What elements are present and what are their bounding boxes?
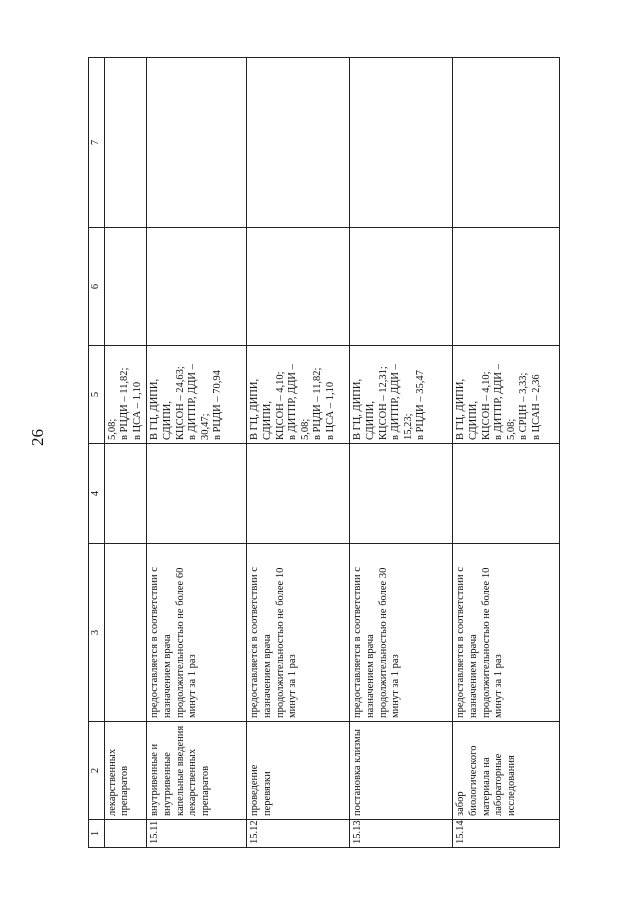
table-row xyxy=(147,58,247,848)
tariff-cell xyxy=(247,346,350,444)
row-number: 15.13 xyxy=(350,820,453,848)
row-number xyxy=(104,820,147,848)
header-col-7: 7 xyxy=(89,58,105,228)
services-table xyxy=(88,57,560,848)
tariff-line: в ДИТПР, ДДИ – xyxy=(287,364,299,440)
tariff-line: КЦСОН – 24,63; xyxy=(174,366,186,440)
tariff-line: В ГЦ, ДИПИ, xyxy=(352,378,364,440)
rotated-table-container xyxy=(88,58,555,848)
tariff-cell xyxy=(147,346,247,444)
service-conditions: предоставляется в соответствии с назначением врача продолжительностью не более 60 минут за 1 раз xyxy=(147,544,247,722)
tariff-line: в ЦСА – 1,10 xyxy=(324,381,336,440)
tariff-line: в РЦДИ – 70,94 xyxy=(212,370,224,440)
col4-cell xyxy=(104,444,147,544)
tariff-cell xyxy=(104,346,147,444)
tariff-line: 15,23; xyxy=(402,413,414,440)
tariff-cell xyxy=(453,346,560,444)
tariff-line: КЦСОН – 4,10; xyxy=(274,371,286,440)
col4-cell xyxy=(350,444,453,544)
row-number: 15.11 xyxy=(147,820,247,848)
service-conditions: предоставляется в соответствии с назначением врача продолжительностью не более 10 минут за 1 раз xyxy=(247,544,350,722)
col4-cell xyxy=(147,444,247,544)
header-col-5: 5 xyxy=(89,346,105,444)
page-number-text: 26 xyxy=(28,429,47,446)
tariff-line: 5,08; xyxy=(106,418,118,440)
tariff-line: В ГЦ, ДИПИ, xyxy=(455,378,467,440)
service-name: лекарственных препаратов xyxy=(104,722,147,820)
service-name: постановка клизмы xyxy=(350,722,453,820)
header-col-4: 4 xyxy=(89,444,105,544)
tariff-line: в ЦСА – 1,10 xyxy=(131,381,143,440)
col7-cell xyxy=(147,58,247,228)
tariff-line: 5,08; xyxy=(505,418,517,440)
col7-cell xyxy=(104,58,147,228)
service-name: внутривенные и внутривенные капельные введения лекарственных препаратов xyxy=(147,722,247,820)
tariff-line: СДИПИ, xyxy=(261,400,273,440)
service-conditions xyxy=(104,544,147,722)
row-number: 15.12 xyxy=(247,820,350,848)
col6-cell xyxy=(104,228,147,346)
tariff-cell xyxy=(350,346,453,444)
tariff-line: в РЦДИ – 11,82; xyxy=(119,367,131,440)
table-row xyxy=(453,58,560,848)
table-row xyxy=(247,58,350,848)
tariff-line: СДИПИ, xyxy=(161,400,173,440)
tariff-line: в ЦСАН – 2,36 xyxy=(530,374,542,440)
tariff-line: в РЦДИ – 35,47 xyxy=(415,370,427,440)
tariff-line: в СРЦН – 3,33; xyxy=(518,372,530,440)
col6-cell xyxy=(350,228,453,346)
header-col-1: 1 xyxy=(89,820,105,848)
col7-cell xyxy=(350,58,453,228)
tariff-line: в ДИТПР, ДДИ – xyxy=(493,364,505,440)
page-number xyxy=(0,8,47,913)
table-row xyxy=(350,58,453,848)
col6-cell xyxy=(147,228,247,346)
col4-cell xyxy=(453,444,560,544)
header-col-3: 3 xyxy=(89,544,105,722)
tariff-line: СДИПИ, xyxy=(364,400,376,440)
tariff-line: В ГЦ, ДИПИ, xyxy=(149,378,161,440)
col4-cell xyxy=(247,444,350,544)
tariff-line: 5,08; xyxy=(299,418,311,440)
service-conditions: предоставляется в соответствии с назначением врача продолжительностью не более 10 минут за 1 раз xyxy=(453,544,560,722)
service-name: забор биологического материала на лабораторные исследования xyxy=(453,722,560,820)
col6-cell xyxy=(247,228,350,346)
tariff-line: в ДИТПР, ДДИ – xyxy=(390,364,402,440)
tariff-line: КЦСОН – 12,31; xyxy=(377,366,389,440)
tariff-line: в РЦДИ – 11,82; xyxy=(312,367,324,440)
header-col-6: 6 xyxy=(89,228,105,346)
table-row xyxy=(104,58,147,848)
row-number: 15.14 xyxy=(453,820,560,848)
tariff-line: СДИПИ, xyxy=(467,400,479,440)
header-col-2: 2 xyxy=(89,722,105,820)
tariff-line: КЦСОН – 4,10; xyxy=(480,371,492,440)
tariff-line: 30,47; xyxy=(199,413,211,440)
col7-cell xyxy=(247,58,350,228)
header-row xyxy=(89,58,105,848)
service-conditions: предоставляется в соответствии с назначением врача продолжительностью не более 30 минут за 1 раз xyxy=(350,544,453,722)
col6-cell xyxy=(453,228,560,346)
tariff-line: В ГЦ, ДИПИ, xyxy=(249,378,261,440)
col7-cell xyxy=(453,58,560,228)
service-name: проведение перевязки xyxy=(247,722,350,820)
tariff-line: в ДИТПР, ДДИ – xyxy=(187,364,199,440)
